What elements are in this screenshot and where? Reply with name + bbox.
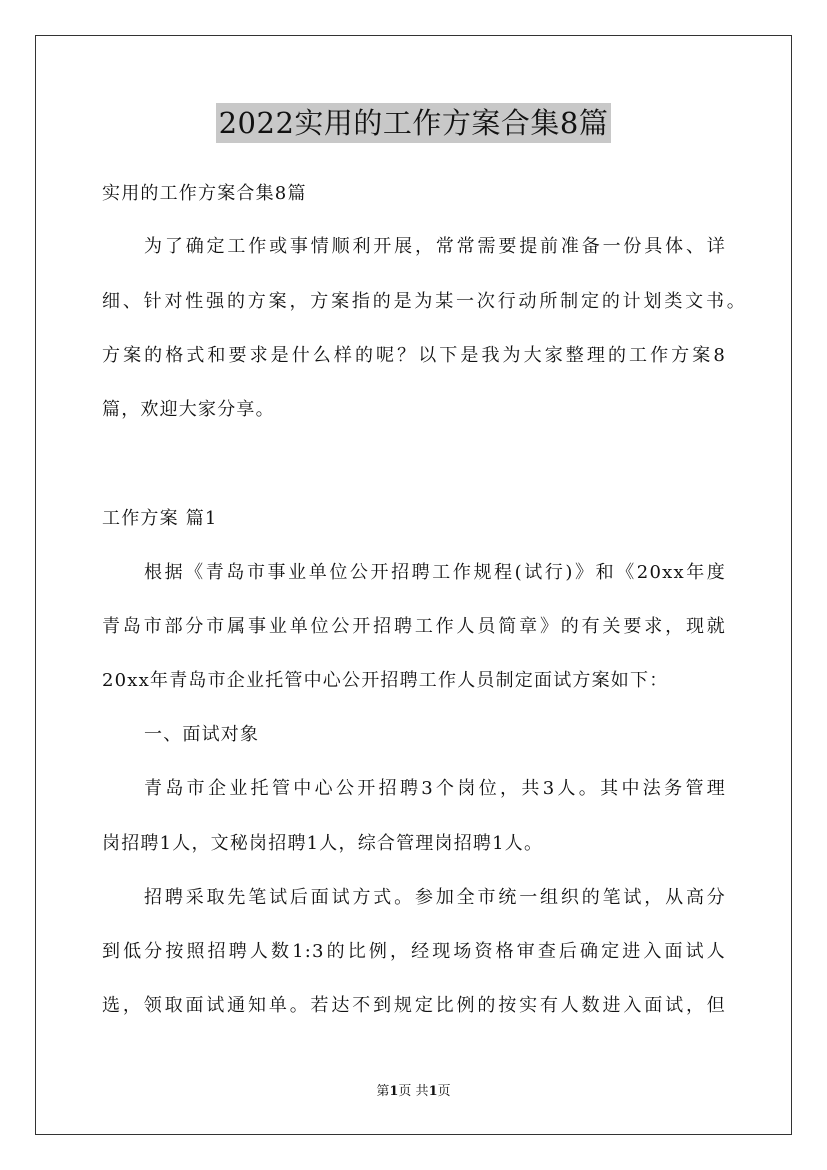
intro-line-3: 方案的格式和要求是什么样的呢？以下是我为大家整理的工作方案8 (102, 345, 726, 366)
para2-line-2: 岗招聘1人，文秘岗招聘1人，综合管理岗招聘1人。 (102, 833, 544, 854)
para3-line-1: 招聘采取先笔试后面试方式。参加全市统一组织的笔试，从高分 (144, 887, 726, 908)
para3-line-3: 选，领取面试通知单。若达不到规定比例的按实有人数进入面试，但 (102, 995, 726, 1016)
intro-line-1: 为了确定工作或事情顺利开展，常常需要提前准备一份具体、详 (144, 236, 726, 257)
footer-prefix: 第 (376, 1084, 390, 1099)
title-container (0, 103, 827, 143)
para2-line-1: 青岛市企业托管中心公开招聘3个岗位，共3人。其中法务管理 (144, 778, 726, 799)
para1-line-3: 20xx年青岛市企业托管中心公开招聘工作人员制定面试方案如下： (102, 670, 669, 691)
footer-current-page: 1 (389, 1084, 399, 1099)
section-heading: 工作方案 篇1 (102, 508, 218, 529)
intro-line-4: 篇，欢迎大家分享。 (102, 399, 275, 420)
item1-heading: 一、面试对象 (144, 724, 260, 745)
para1-line-2: 青岛市部分市属事业单位公开招聘工作人员简章》的有关要求，现就 (102, 616, 726, 637)
para1-line-1: 根据《青岛市事业单位公开招聘工作规程(试行)》和《20xx年度 (144, 562, 726, 583)
document-subtitle: 实用的工作方案合集8篇 (102, 183, 307, 204)
page-footer (0, 1084, 827, 1100)
footer-suffix: 页 (437, 1084, 451, 1099)
para3-line-2: 到低分按照招聘人数1:3的比例，经现场资格审查后确定进入面试人 (102, 941, 726, 962)
footer-mid: 页 共 (398, 1084, 429, 1099)
footer-total-pages: 1 (428, 1084, 438, 1099)
document-title: 2022实用的工作方案合集8篇 (216, 103, 612, 143)
intro-line-2: 细、针对性强的方案，方案指的是为某一次行动所制定的计划类文书。 (102, 291, 746, 312)
